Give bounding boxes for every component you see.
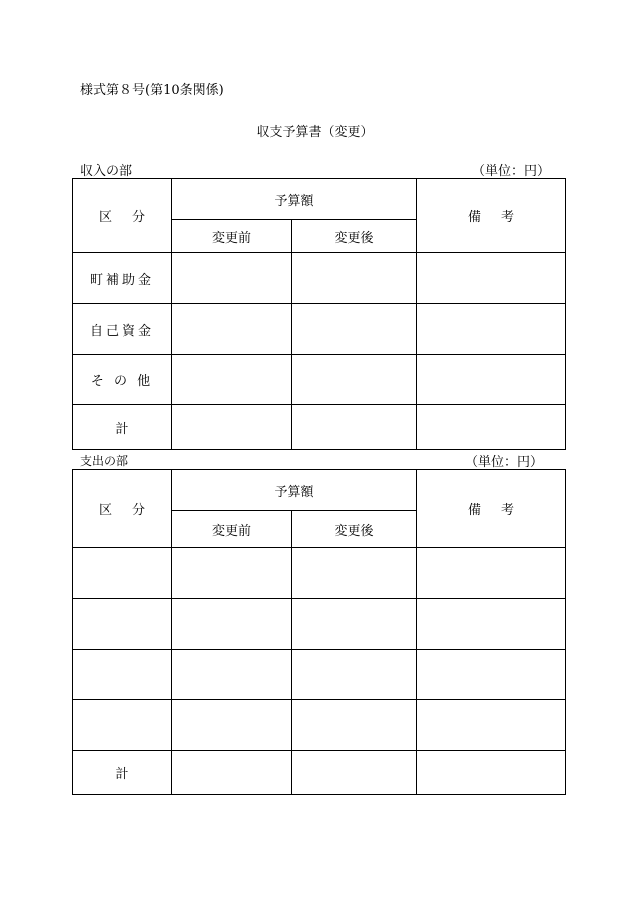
expense-cell-remarks[interactable] bbox=[417, 548, 566, 599]
expense-cell-after[interactable] bbox=[292, 700, 417, 751]
expense-table bbox=[72, 469, 566, 795]
expense-header-remarks bbox=[417, 470, 566, 548]
income-cell-before[interactable] bbox=[172, 355, 292, 405]
income-total-after[interactable] bbox=[292, 405, 417, 450]
expense-cell-category[interactable] bbox=[73, 599, 172, 650]
expense-cell-remarks[interactable] bbox=[417, 650, 566, 700]
income-cell-remarks[interactable] bbox=[417, 253, 566, 304]
expense-section-label: 支出の部 bbox=[80, 454, 129, 468]
expense-cell-remarks[interactable] bbox=[417, 599, 566, 650]
expense-cell-after[interactable] bbox=[292, 599, 417, 650]
income-header-row bbox=[73, 179, 566, 220]
income-header-after: 変更後 bbox=[292, 220, 417, 253]
income-row-label: 町補助金 bbox=[73, 253, 172, 304]
income-cell-remarks[interactable] bbox=[417, 304, 566, 355]
expense-cell-remarks[interactable] bbox=[417, 700, 566, 751]
expense-total-after[interactable] bbox=[292, 751, 417, 795]
income-header-category-b: 分 bbox=[132, 210, 146, 225]
expense-cell-category[interactable] bbox=[73, 548, 172, 599]
expense-header-after: 変更後 bbox=[292, 511, 417, 548]
expense-row bbox=[73, 599, 566, 650]
expense-cell-after[interactable] bbox=[292, 548, 417, 599]
expense-header-row bbox=[73, 470, 566, 511]
expense-total-row bbox=[73, 751, 566, 795]
expense-row bbox=[73, 548, 566, 599]
expense-header-remarks-a: 備 bbox=[468, 503, 482, 518]
income-cell-after[interactable] bbox=[292, 253, 417, 304]
income-cell-before[interactable] bbox=[172, 253, 292, 304]
income-header-before: 変更前 bbox=[172, 220, 292, 253]
income-total-before[interactable] bbox=[172, 405, 292, 450]
income-row-label: そ の 他 bbox=[73, 355, 172, 405]
income-section-label: 収入の部 bbox=[80, 164, 133, 179]
income-total-label: 計 bbox=[73, 405, 172, 450]
income-header-remarks-b: 考 bbox=[501, 210, 515, 225]
income-header-category bbox=[73, 179, 172, 253]
expense-row bbox=[73, 650, 566, 700]
expense-header-category bbox=[73, 470, 172, 548]
income-cell-after[interactable] bbox=[292, 304, 417, 355]
income-header-budget: 予算額 bbox=[172, 179, 417, 220]
expense-header-category-a: 区 bbox=[98, 503, 112, 518]
income-header-remarks-a: 備 bbox=[468, 210, 482, 225]
document-title: 収支予算書（変更） bbox=[256, 125, 374, 140]
expense-cell-before[interactable] bbox=[172, 599, 292, 650]
income-row-own-funds bbox=[73, 304, 566, 355]
income-total-remarks[interactable] bbox=[417, 405, 566, 450]
income-header-remarks bbox=[417, 179, 566, 253]
expense-total-label: 計 bbox=[73, 751, 172, 795]
income-cell-before[interactable] bbox=[172, 304, 292, 355]
expense-unit-label: （単位：円） bbox=[465, 455, 544, 470]
expense-cell-category[interactable] bbox=[73, 650, 172, 700]
income-unit-label: （単位：円） bbox=[472, 164, 551, 179]
expense-total-before[interactable] bbox=[172, 751, 292, 795]
income-row-label: 自己資金 bbox=[73, 304, 172, 355]
form-number: 様式第８号(第10条関係) bbox=[80, 83, 224, 98]
income-row-subsidy bbox=[73, 253, 566, 304]
income-table bbox=[72, 178, 566, 450]
expense-cell-before[interactable] bbox=[172, 548, 292, 599]
expense-cell-before[interactable] bbox=[172, 650, 292, 700]
expense-row bbox=[73, 700, 566, 751]
expense-header-before: 変更前 bbox=[172, 511, 292, 548]
income-row-other bbox=[73, 355, 566, 405]
expense-total-remarks[interactable] bbox=[417, 751, 566, 795]
expense-header-remarks-b: 考 bbox=[501, 503, 515, 518]
expense-header-budget: 予算額 bbox=[172, 470, 417, 511]
income-cell-after[interactable] bbox=[292, 355, 417, 405]
expense-cell-before[interactable] bbox=[172, 700, 292, 751]
expense-cell-after[interactable] bbox=[292, 650, 417, 700]
income-total-row bbox=[73, 405, 566, 450]
expense-cell-category[interactable] bbox=[73, 700, 172, 751]
income-header-category-a: 区 bbox=[98, 210, 112, 225]
expense-header-category-b: 分 bbox=[132, 503, 146, 518]
income-cell-remarks[interactable] bbox=[417, 355, 566, 405]
